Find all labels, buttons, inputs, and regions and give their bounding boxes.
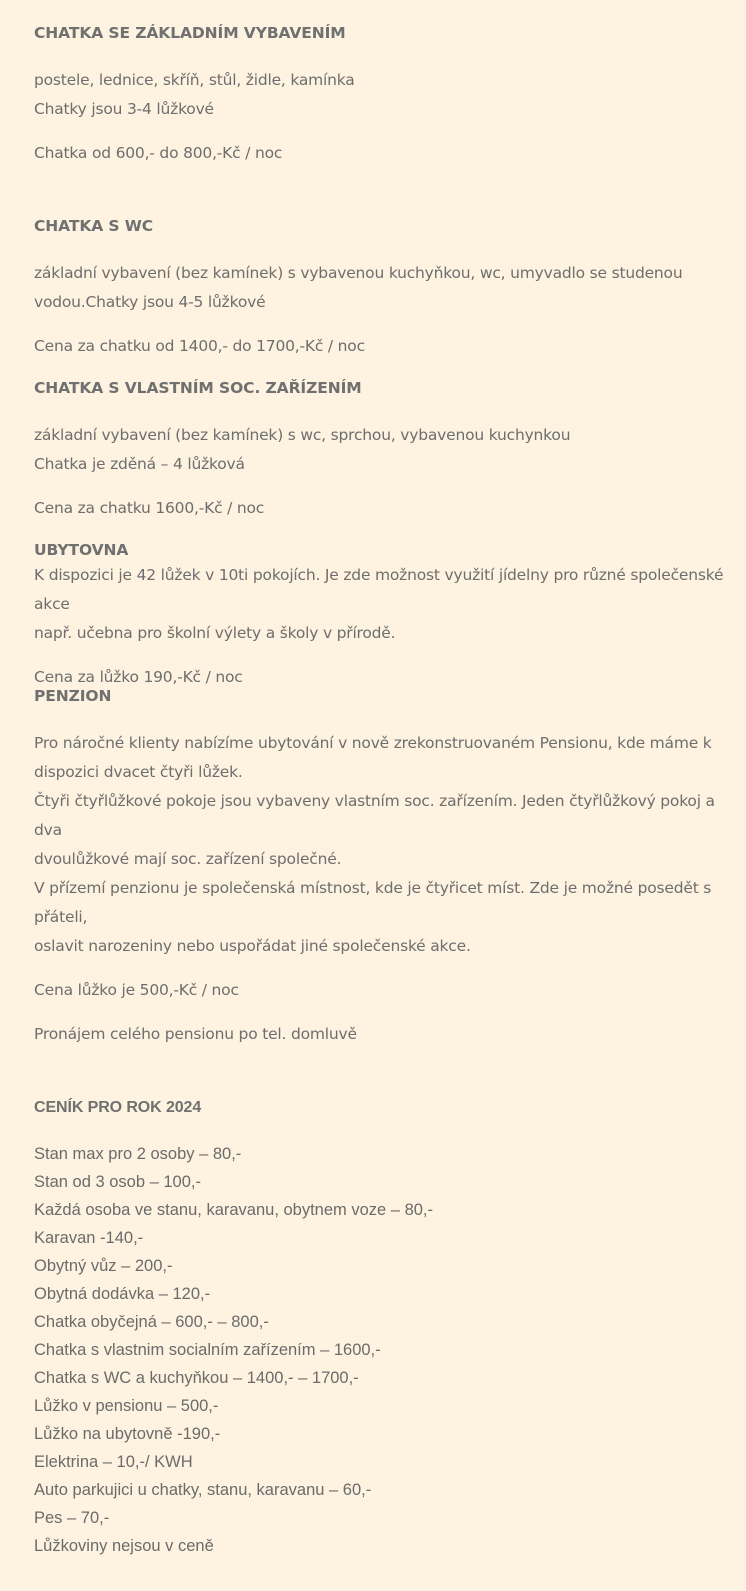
- section-title: CHATKA S WC: [34, 217, 154, 235]
- price-item: Chatka s vlastnim socialním zařízením – 1600,-: [34, 1341, 381, 1359]
- price-item: Chatka s WC a kuchyňkou – 1400,- – 1700,-: [34, 1369, 359, 1387]
- section-price: Cena za chatku od 1400,- do 1700,-Kč / noc: [34, 337, 365, 355]
- section-title: PENZION: [34, 687, 112, 705]
- price-item: Elektrina – 10,-/ KWH: [34, 1453, 193, 1471]
- section-title: CHATKA S VLASTNÍM SOC. ZAŘÍZENÍM: [34, 379, 362, 397]
- price-item: Stan max pro 2 osoby – 80,-: [34, 1145, 242, 1163]
- section-line: vodou.Chatky jsou 4-5 lůžkové: [34, 293, 266, 311]
- section-title: UBYTOVNA: [34, 541, 129, 559]
- price-item: Obytná dodávka – 120,-: [34, 1285, 211, 1303]
- section-line: oslavit narozeniny nebo uspořádat jiné společenské akce.: [34, 937, 471, 955]
- section-pension: [34, 685, 746, 1049]
- section-line: např. učebna pro školní výlety a školy v přírodě.: [34, 624, 396, 642]
- price-item: Stan od 3 osob – 100,-: [34, 1173, 201, 1191]
- price-item: Lůžkoviny nejsou v ceně: [34, 1537, 214, 1555]
- section-title: CHATKA SE ZÁKLADNÍM VYBAVENÍM: [34, 24, 346, 42]
- section-price: Cena za chatku 1600,-Kč / noc: [34, 499, 265, 517]
- price-item: Lůžko na ubytovně -190,-: [34, 1425, 221, 1443]
- price-item: Karavan -140,-: [34, 1229, 144, 1247]
- price-item: Obytný vůz – 200,-: [34, 1257, 173, 1275]
- section-basic-cabin: [34, 22, 355, 168]
- section-line: Chatky jsou 3-4 lůžkové: [34, 100, 214, 118]
- section-price: Cena lůžko je 500,-Kč / noc: [34, 981, 239, 999]
- price-item: Chatka obyčejná – 600,- – 800,-: [34, 1313, 269, 1331]
- section-line: Chatka je zděná – 4 lůžková: [34, 455, 245, 473]
- section-line: dispozici dvacet čtyři lůžek.: [34, 763, 243, 781]
- section-cabin-own-facilities: [34, 377, 570, 523]
- section-cabin-wc: [34, 215, 682, 361]
- section-line: základní vybavení (bez kamínek) s wc, sprchou, vybavenou kuchynkou: [34, 426, 571, 444]
- section-line: V přízemí penzionu je společenská místnost, kde je čtyřicet míst. Zde je možné posedět s přáteli,: [34, 879, 712, 926]
- section-price: Chatka od 600,- do 800,-Kč / noc: [34, 144, 283, 162]
- price-list-title: CENÍK PRO ROK 2024: [34, 1099, 202, 1116]
- section-line: dvoulůžkové mají soc. zařízení společné.: [34, 850, 342, 868]
- section-line: Čtyři čtyřlůžkové pokoje jsou vybaveny vlastním soc. zařízením. Jeden čtyřlůžkový pokoj a dva: [34, 792, 715, 839]
- price-item: Auto parkujici u chatky, stanu, karavanu – 60,-: [34, 1481, 372, 1499]
- price-list-items: [34, 1140, 433, 1560]
- price-item: Každá osoba ve stanu, karavanu, obytnem voze – 80,-: [34, 1201, 433, 1219]
- section-line: základní vybavení (bez kamínek) s vybavenou kuchyňkou, wc, umyvadlo se studenou: [34, 264, 683, 282]
- section-line: Pro náročné klienty nabízíme ubytování v nově zrekonstruovaném Pensionu, kde máme k: [34, 734, 712, 752]
- section-line: K dispozici je 42 lůžek v 10ti pokojích. Je zde možnost využití jídelny pro různé společenské akce: [34, 566, 724, 613]
- price-item: Lůžko v pensionu – 500,-: [34, 1397, 219, 1415]
- section-price: Cena za lůžko 190,-Kč / noc: [34, 668, 243, 686]
- price-list: [34, 1097, 433, 1560]
- section-line: postele, lednice, skříň, stůl, židle, kamínka: [34, 71, 355, 89]
- section-hostel: [34, 539, 746, 692]
- section-note: Pronájem celého pensionu po tel. domluvě: [34, 1025, 357, 1043]
- price-item: Pes – 70,-: [34, 1509, 110, 1527]
